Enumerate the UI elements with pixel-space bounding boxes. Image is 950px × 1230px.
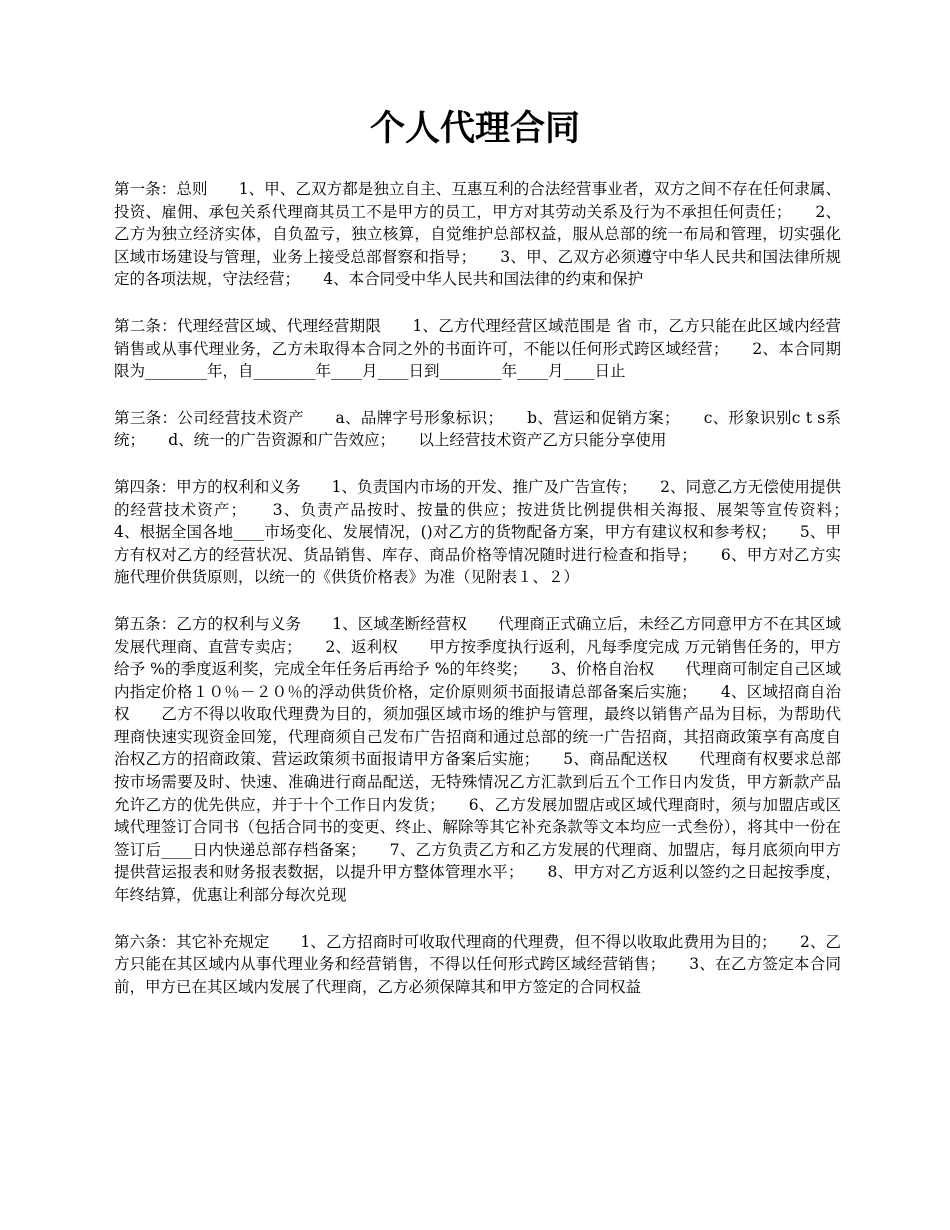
article-4-party-a-rights: 第四条：甲方的权利和义务 1、负责国内市场的开发、推广及广告宣传； 2、同意乙方无偿使用提供的经营技术资产； 3、负责产品按时、按量的供应；按进货比例提供相关海报、展架等宣传资料； 4、根据全国各地____市场变化、发展情况，()对乙方的货物配备方案，甲方有建议权和参考权； 5、甲方有权对乙方的经营状况、货品销售、库存、商品价格等情况随时进行检查和指导； 6、甲方对乙方实施代理价供货原则，以统一的《供货价格表》为准（见附表１、２） [114, 477, 873, 587]
article-6-supplementary: 第六条：其它补充规定 1、乙方招商时可收取代理商的代理费，但不得以收取此费用为目的； 2、乙方只能在其区域内从事代理业务和经营销售，不得以任何形式跨区域经营销售； 3、在乙方签定本合同前，甲方已在其区域内发展了代理商，乙方必须保障其和甲方签定的合同权益 [114, 932, 841, 996]
article-3-technical-assets: 第三条：公司经营技术资产 a、品牌字号形象标识； b、营运和促销方案； c、形象识别c t s系统； d、统一的广告资源和广告效应； 以上经营技术资产乙方只能分享使用 [114, 408, 841, 450]
document-title: 个人代理合同 [369, 108, 580, 149]
document-body [114, 178, 873, 1022]
article-2-region-term: 第二条：代理经营区域、代理经营期限 1、乙方代理经营区域范围是 省 市，乙方只能在此区域内经营销售或从事代理业务，乙方未取得本合同之外的书面许可，不能以任何形式跨区域经营； 2、本合同期限为________年，自________年____月____日到________年____月____日止 [114, 316, 841, 381]
article-5-party-b-rights: 第五条：乙方的权利与义务 1、区域垄断经营权 代理商正式确立后，未经乙方同意甲方不在其区域发展代理商、直营专卖店； 2、返利权 甲方按季度执行返利，凡每季度完成 万元销售任务的，甲方给予 %的季度返利奖，完成全年任务后再给予 %的年终奖； 3、价格自治权 代理商可制定自己区域内指定价格１０％－２０％的浮动供货价格，定价原则须书面报请总部备案后实施； 4、区域招商自治权 乙方不得以收取代理费为目的，须加强区域市场的维护与管理，最终以销售产品为目标，为帮助代理商快速实现资金回笼，代理商须自己发布广告招商和通过总部的统一广告招商，其招商政策享有高度自治权乙方的招商政策、营运政策须书面报请甲方备案后实施； 5、商品配送权 代理商有权要求总部按市场需要及时、快速、准确进行商品配送，无特殊情况乙方汇款到后五个工作日内发货，甲方新款产品允许乙方的优先供应，并于十个工作日内发货； 6、乙方发展加盟店或区域代理商时，须与加盟店或区域代理签订合同书（包括合同书的变更、终止、解除等其它补充条款等文本均应一式叁份），将其中一份在签订后____日内快递总部存档备案； 7、乙方负责乙方和乙方发展的代理商、加盟店，每月底须向甲方提供营运报表和财务报表数据，以提升甲方整体管理水平； 8、甲方对乙方返利以签约之日起按季度，年终结算，优惠让利部分每次兑现 [114, 614, 841, 905]
article-1-general: 第一条：总则 1、甲、乙双方都是独立自主、互惠互利的合法经营事业者，双方之间不存在任何隶属、投资、雇佣、承包关系代理商其员工不是甲方的员工，甲方对其劳动关系及行为不承担任何责任； 2、乙方为独立经济实体，自负盈亏，独立核算，自觉维护总部权益，服从总部的统一布局和管理，切实强化区域市场建设与管理，业务上接受总部督察和指导； 3、甲、乙双方必须遵守中华人民共和国法律所规定的各项法规，守法经营； 4、本合同受中华人民共和国法律的约束和保护 [114, 180, 841, 289]
